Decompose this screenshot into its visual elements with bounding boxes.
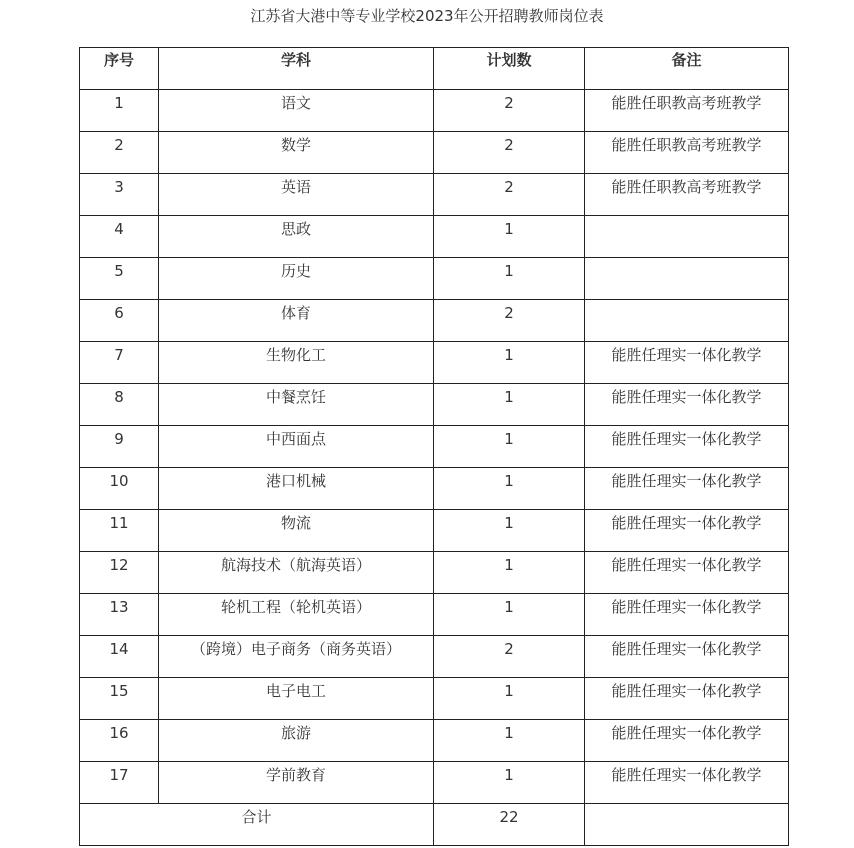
table-row	[80, 762, 789, 804]
row-remark-cell	[585, 300, 789, 342]
row-no-cell: 7	[80, 342, 159, 384]
row-subject-cell: 旅游	[159, 720, 434, 762]
total-row	[80, 804, 789, 846]
row-remark-cell: 能胜任理实一体化教学	[585, 762, 789, 804]
row-subject-cell: 体育	[159, 300, 434, 342]
table-row	[80, 384, 789, 426]
row-no-cell: 17	[80, 762, 159, 804]
row-subject-cell: 语文	[159, 90, 434, 132]
row-subject-cell: 电子电工	[159, 678, 434, 720]
header-subject: 学科	[159, 48, 434, 90]
row-no-cell: 1	[80, 90, 159, 132]
table-row	[80, 678, 789, 720]
row-subject-cell: 中西面点	[159, 426, 434, 468]
table-row	[80, 594, 789, 636]
row-remark-cell: 能胜任理实一体化教学	[585, 678, 789, 720]
table-row	[80, 636, 789, 678]
page-title: 江苏省大港中等专业学校2023年公开招聘教师岗位表	[250, 7, 604, 25]
table-header-row	[80, 48, 789, 90]
row-remark-cell: 能胜任理实一体化教学	[585, 594, 789, 636]
row-no-cell: 8	[80, 384, 159, 426]
row-remark-cell: 能胜任理实一体化教学	[585, 510, 789, 552]
row-count-cell: 1	[434, 216, 585, 258]
row-subject-cell: （跨境）电子商务（商务英语）	[159, 636, 434, 678]
row-count-cell: 2	[434, 132, 585, 174]
header-no: 序号	[80, 48, 159, 90]
row-subject-cell: 中餐烹饪	[159, 384, 434, 426]
row-no-cell: 2	[80, 132, 159, 174]
table-row	[80, 90, 789, 132]
row-subject-cell: 学前教育	[159, 762, 434, 804]
row-subject-cell: 轮机工程（轮机英语）	[159, 594, 434, 636]
table-row	[80, 258, 789, 300]
table-row	[80, 468, 789, 510]
header-remark: 备注	[585, 48, 789, 90]
row-count-cell: 2	[434, 300, 585, 342]
row-no-cell: 3	[80, 174, 159, 216]
table-row	[80, 426, 789, 468]
row-count-cell: 1	[434, 678, 585, 720]
row-remark-cell: 能胜任理实一体化教学	[585, 720, 789, 762]
row-remark-cell: 能胜任理实一体化教学	[585, 636, 789, 678]
table-row	[80, 132, 789, 174]
row-subject-cell: 物流	[159, 510, 434, 552]
row-subject-cell: 英语	[159, 174, 434, 216]
row-count-cell: 1	[434, 510, 585, 552]
table-row	[80, 216, 789, 258]
row-no-cell: 6	[80, 300, 159, 342]
total-label-cell: 合计	[80, 804, 434, 846]
row-count-cell: 2	[434, 174, 585, 216]
row-remark-cell: 能胜任职教高考班教学	[585, 132, 789, 174]
row-count-cell: 1	[434, 258, 585, 300]
row-count-cell: 1	[434, 384, 585, 426]
table-row	[80, 342, 789, 384]
row-count-cell: 2	[434, 90, 585, 132]
row-no-cell: 16	[80, 720, 159, 762]
row-no-cell: 4	[80, 216, 159, 258]
row-remark-cell: 能胜任职教高考班教学	[585, 174, 789, 216]
table-body	[80, 90, 789, 804]
row-count-cell: 1	[434, 594, 585, 636]
row-subject-cell: 港口机械	[159, 468, 434, 510]
row-count-cell: 1	[434, 720, 585, 762]
row-count-cell: 1	[434, 468, 585, 510]
row-no-cell: 9	[80, 426, 159, 468]
row-no-cell: 13	[80, 594, 159, 636]
row-subject-cell: 生物化工	[159, 342, 434, 384]
row-remark-cell: 能胜任理实一体化教学	[585, 426, 789, 468]
table-row	[80, 552, 789, 594]
total-remark-cell	[585, 804, 789, 846]
total-count-cell: 22	[434, 804, 585, 846]
row-remark-cell: 能胜任职教高考班教学	[585, 90, 789, 132]
table-row	[80, 510, 789, 552]
row-subject-cell: 思政	[159, 216, 434, 258]
recruitment-table	[79, 47, 789, 846]
row-no-cell: 15	[80, 678, 159, 720]
row-no-cell: 14	[80, 636, 159, 678]
row-no-cell: 10	[80, 468, 159, 510]
row-remark-cell	[585, 258, 789, 300]
table-row	[80, 720, 789, 762]
row-count-cell: 1	[434, 342, 585, 384]
header-count: 计划数	[434, 48, 585, 90]
row-subject-cell: 数学	[159, 132, 434, 174]
row-count-cell: 2	[434, 636, 585, 678]
row-no-cell: 11	[80, 510, 159, 552]
table-row	[80, 174, 789, 216]
row-count-cell: 1	[434, 762, 585, 804]
row-remark-cell: 能胜任理实一体化教学	[585, 468, 789, 510]
row-no-cell: 5	[80, 258, 159, 300]
row-count-cell: 1	[434, 426, 585, 468]
row-remark-cell: 能胜任理实一体化教学	[585, 342, 789, 384]
row-no-cell: 12	[80, 552, 159, 594]
row-remark-cell: 能胜任理实一体化教学	[585, 384, 789, 426]
row-subject-cell: 历史	[159, 258, 434, 300]
row-count-cell: 1	[434, 552, 585, 594]
table-row	[80, 300, 789, 342]
row-subject-cell: 航海技术（航海英语）	[159, 552, 434, 594]
row-remark-cell	[585, 216, 789, 258]
row-remark-cell: 能胜任理实一体化教学	[585, 552, 789, 594]
